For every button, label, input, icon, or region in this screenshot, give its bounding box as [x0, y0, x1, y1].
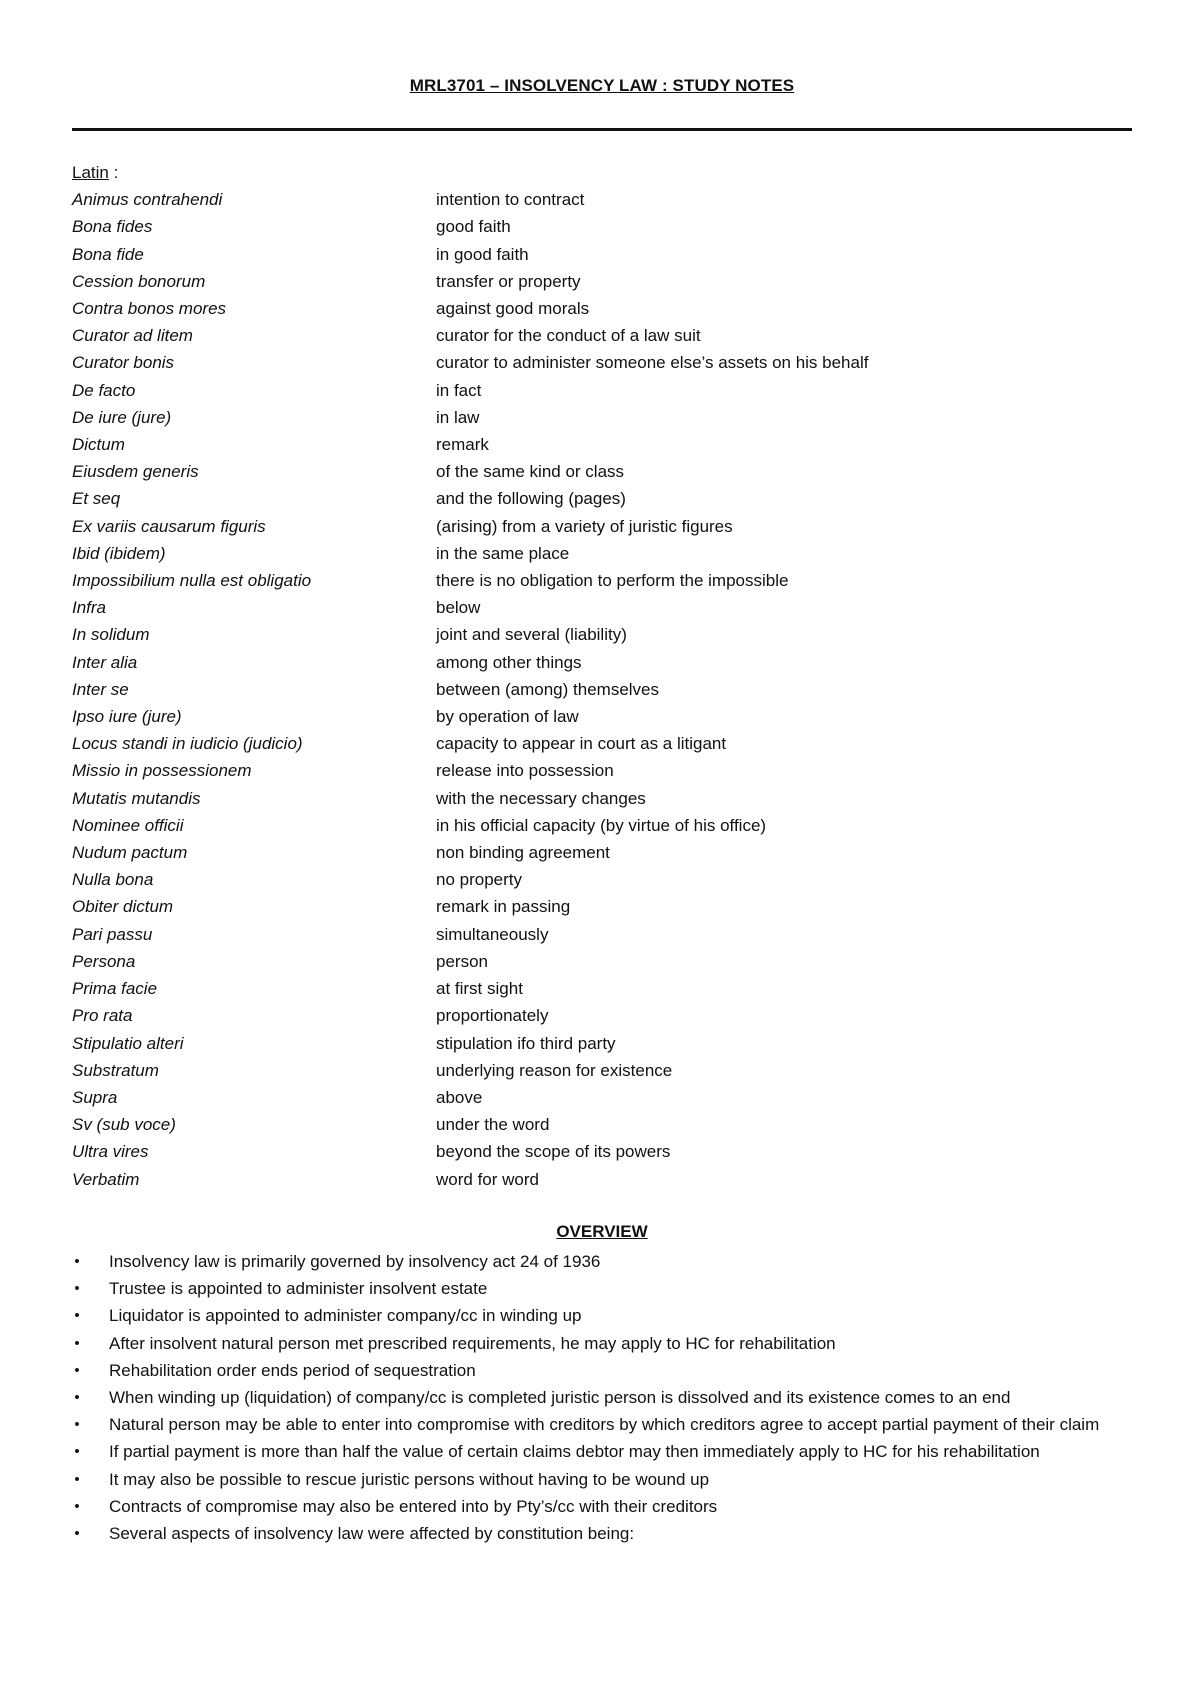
overview-point: [72, 1520, 1132, 1547]
term-definition: curator to administer someone else’s assets on his behalf: [436, 353, 869, 373]
glossary-row: [72, 921, 1132, 948]
latin-term: De facto: [72, 380, 136, 400]
overview-point-text: Insolvency law is primarily governed by insolvency act 24 of 1936: [109, 1252, 601, 1271]
bullet-icon: •: [74, 1334, 80, 1352]
term-definition: against good morals: [436, 299, 590, 319]
glossary-row: [72, 730, 1132, 757]
term-definition: capacity to appear in court as a litigant: [436, 734, 727, 754]
overview-list: [72, 1248, 1132, 1547]
bullet-icon: •: [74, 1416, 80, 1434]
bullet-icon: •: [74, 1497, 80, 1515]
latin-term: Stipulatio alteri: [72, 1033, 184, 1053]
bullet-icon: •: [74, 1389, 80, 1407]
latin-term: Dictum: [72, 435, 125, 455]
glossary-rows: [72, 186, 1132, 1193]
term-definition: remark in passing: [436, 897, 571, 917]
overview-point: [72, 1330, 1132, 1357]
title-divider: [72, 128, 1132, 131]
latin-term: Sv (sub voce): [72, 1115, 176, 1135]
latin-term: Impossibilium nulla est obligatio: [72, 571, 312, 591]
glossary-row: [72, 703, 1132, 730]
glossary-row: [72, 404, 1132, 431]
term-definition: transfer or property: [436, 271, 581, 291]
glossary-row: [72, 349, 1132, 376]
glossary-row: [72, 186, 1132, 213]
term-definition: in his official capacity (by virtue of his office): [436, 815, 767, 835]
glossary-row: [72, 866, 1132, 893]
term-definition: proportionately: [436, 1006, 549, 1026]
latin-term: De iure (jure): [72, 407, 172, 427]
latin-term: Obiter dictum: [72, 897, 174, 917]
latin-term: Animus contrahendi: [72, 190, 223, 210]
glossary-row: [72, 268, 1132, 295]
latin-term: Nominee officii: [72, 815, 184, 835]
glossary-heading-suffix: :: [108, 163, 119, 182]
term-definition: underlying reason for existence: [436, 1060, 673, 1080]
latin-term: Mutatis mutandis: [72, 788, 201, 808]
latin-term: Pari passu: [72, 924, 153, 944]
overview-point-text: Several aspects of insolvency law were affected by constitution being:: [109, 1524, 635, 1544]
latin-term: Contra bonos mores: [72, 299, 227, 319]
latin-term: Prima facie: [72, 979, 158, 999]
glossary-row: [72, 213, 1132, 240]
overview-point: [72, 1275, 1132, 1302]
glossary-row: [72, 594, 1132, 621]
term-definition: in fact: [436, 380, 482, 400]
term-definition: there is no obligation to perform the impossible: [436, 571, 789, 591]
latin-term: Curator ad litem: [72, 326, 193, 346]
overview-point: [72, 1466, 1132, 1493]
overview-point-text: It may also be possible to rescue juristic persons without having to be wound up: [109, 1469, 710, 1489]
latin-term: Inter alia: [72, 652, 138, 672]
term-definition: joint and several (liability): [436, 625, 627, 645]
overview-point: [72, 1248, 1132, 1275]
glossary-row: [72, 458, 1132, 485]
bullet-icon: •: [74, 1470, 80, 1488]
glossary-row: [72, 1002, 1132, 1029]
overview-point: [72, 1357, 1132, 1384]
glossary-row: [72, 431, 1132, 458]
bullet-icon: •: [74, 1443, 80, 1461]
glossary-row: [72, 1166, 1132, 1193]
glossary-row: [72, 757, 1132, 784]
glossary-row: [72, 241, 1132, 268]
term-definition: curator for the conduct of a law suit: [436, 326, 701, 346]
latin-term: Bona fides: [72, 217, 153, 237]
overview-point-text: Contracts of compromise may also be entered into by Pty’s/cc with their creditors: [109, 1496, 718, 1516]
overview-point-text: Natural person may be able to enter into compromise with creditors by which creditors agree to accept partial payment of their claim: [109, 1415, 1100, 1435]
glossary-row: [72, 567, 1132, 594]
glossary-row: [72, 1111, 1132, 1138]
glossary-row: [72, 322, 1132, 349]
overview-point-text: Trustee is appointed to administer insolvent estate: [109, 1279, 488, 1299]
glossary-row: [72, 676, 1132, 703]
latin-term: Et seq: [72, 489, 121, 509]
latin-term: Nudum pactum: [72, 843, 188, 863]
overview-point-text: Rehabilitation order ends period of sequestration: [109, 1360, 476, 1380]
overview-point-text: After insolvent natural person met prescribed requirements, he may apply to HC for rehabilitation: [109, 1333, 836, 1353]
glossary-heading-label: Latin: [72, 163, 109, 182]
bullet-icon: •: [74, 1253, 80, 1270]
glossary-row: [72, 785, 1132, 812]
latin-term: Verbatim: [72, 1169, 140, 1189]
term-definition: release into possession: [436, 761, 614, 781]
glossary-heading: [72, 159, 1132, 186]
term-definition: word for word: [436, 1169, 539, 1189]
latin-glossary: [72, 159, 1132, 1193]
overview-point: [72, 1411, 1132, 1438]
latin-term: Infra: [72, 598, 107, 618]
overview-point-text: If partial payment is more than half the value of certain claims debtor may then immediately apply to HC for his rehabilitation: [109, 1442, 1040, 1462]
latin-term: Missio in possessionem: [72, 761, 252, 781]
term-definition: with the necessary changes: [436, 788, 646, 808]
bullet-icon: •: [74, 1307, 80, 1325]
latin-term: Ipso iure (jure): [72, 707, 182, 727]
glossary-row: [72, 1084, 1132, 1111]
latin-term: Eiusdem generis: [72, 462, 199, 482]
latin-term: Ultra vires: [72, 1142, 149, 1162]
overview-point-text: Liquidator is appointed to administer company/cc in winding up: [109, 1306, 582, 1326]
term-definition: no property: [436, 870, 522, 890]
term-definition: intention to contract: [436, 190, 585, 210]
glossary-row: [72, 513, 1132, 540]
term-definition: good faith: [436, 217, 511, 237]
bullet-icon: •: [74, 1361, 80, 1379]
overview-point: [72, 1302, 1132, 1329]
latin-term: Locus standi in iudicio (judicio): [72, 734, 303, 754]
latin-term: Cession bonorum: [72, 271, 206, 291]
term-definition: by operation of law: [436, 707, 579, 727]
glossary-row: [72, 1030, 1132, 1057]
latin-term: Bona fide: [72, 244, 144, 264]
term-definition: beyond the scope of its powers: [436, 1142, 671, 1162]
term-definition: between (among) themselves: [436, 679, 660, 699]
bullet-icon: •: [74, 1525, 80, 1543]
glossary-row: [72, 649, 1132, 676]
term-definition: simultaneously: [436, 924, 549, 944]
glossary-row: [72, 948, 1132, 975]
glossary-row: [72, 1138, 1132, 1165]
latin-term: Inter se: [72, 679, 129, 699]
glossary-row: [72, 295, 1132, 322]
term-definition: above: [436, 1087, 483, 1107]
overview-point: [72, 1493, 1132, 1520]
glossary-row: [72, 377, 1132, 404]
term-definition: in good faith: [436, 244, 529, 264]
overview-point: [72, 1384, 1132, 1411]
overview-title: OVERVIEW: [556, 1222, 648, 1241]
term-definition: stipulation ifo third party: [436, 1033, 616, 1053]
glossary-row: [72, 1057, 1132, 1084]
bullet-icon: •: [74, 1280, 80, 1298]
term-definition: remark: [436, 435, 489, 455]
overview-point-text: When winding up (liquidation) of company/cc is completed juristic person is dissolved and its existence comes to an end: [109, 1388, 1011, 1408]
term-definition: under the word: [436, 1115, 550, 1135]
glossary-row: [72, 812, 1132, 839]
term-definition: (arising) from a variety of juristic figures: [436, 516, 733, 536]
term-definition: person: [436, 951, 488, 971]
term-definition: at first sight: [436, 979, 523, 999]
latin-term: Curator bonis: [72, 353, 175, 373]
latin-term: In solidum: [72, 625, 150, 645]
latin-term: Substratum: [72, 1060, 159, 1080]
latin-term: Supra: [72, 1087, 118, 1107]
term-definition: in law: [436, 407, 480, 427]
glossary-row: [72, 485, 1132, 512]
term-definition: below: [436, 598, 481, 618]
term-definition: and the following (pages): [436, 489, 626, 509]
glossary-row: [72, 839, 1132, 866]
term-definition: among other things: [436, 652, 582, 672]
latin-term: Ex variis causarum figuris: [72, 516, 266, 536]
term-definition: of the same kind or class: [436, 462, 625, 482]
glossary-row: [72, 540, 1132, 567]
document-title: MRL3701 – INSOLVENCY LAW : STUDY NOTES: [409, 76, 795, 95]
glossary-row: [72, 975, 1132, 1002]
term-definition: non binding agreement: [436, 843, 610, 863]
glossary-row: [72, 621, 1132, 648]
latin-term: Pro rata: [72, 1006, 133, 1026]
glossary-row: [72, 893, 1132, 920]
latin-term: Ibid (ibidem): [72, 543, 166, 563]
term-definition: in the same place: [436, 543, 570, 563]
overview-point: [72, 1438, 1132, 1465]
latin-term: Nulla bona: [72, 870, 154, 890]
latin-term: Persona: [72, 951, 136, 971]
